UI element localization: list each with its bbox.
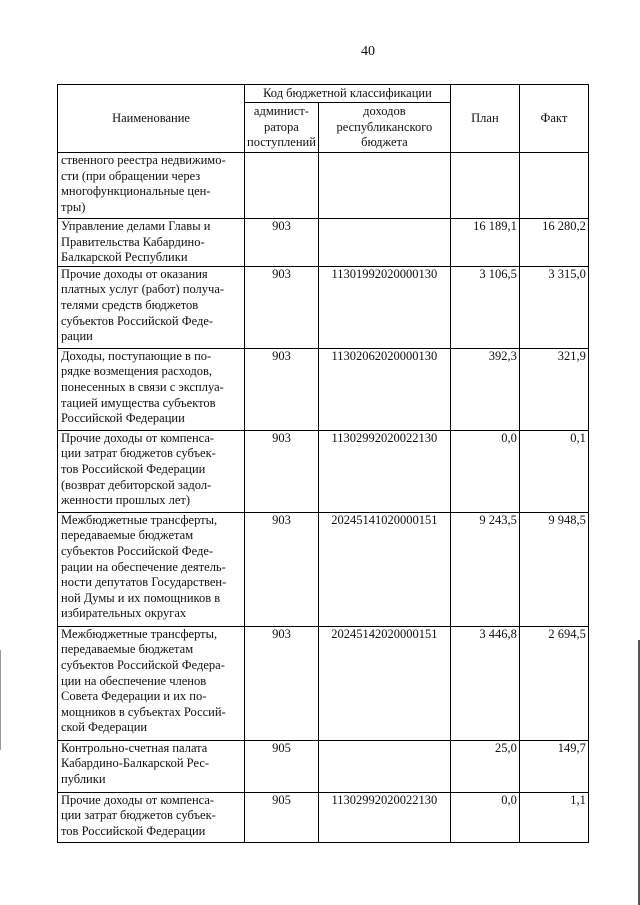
scan-edge-mark [0,650,1,750]
row-administrator-code: 903 [245,348,319,430]
row-fact: 321,9 [519,348,588,430]
table-row [58,626,589,740]
row-name: Прочие доходы от оказания платных услуг (работ) получа- телями средств бюджетов субъектов Российской Феде- рации [58,266,245,348]
row-fact: 16 280,2 [519,219,588,267]
page-number: 40 [361,44,375,59]
table-row [58,740,589,792]
row-income-code [318,153,450,219]
table-row [58,430,589,512]
row-plan: 9 243,5 [450,512,519,626]
row-plan: 3 106,5 [450,266,519,348]
row-income-code: 11302992020022130 [318,792,450,842]
row-administrator-code: 905 [245,792,319,842]
row-name: ственного реестра недвижимо- сти (при обращении через многофункциональные цен- тры) [58,153,245,219]
table-row [58,512,589,626]
header-administrator: админист- ратора поступлений [245,103,319,153]
row-plan: 25,0 [450,740,519,792]
row-name: Межбюджетные трансферты, передаваемые бюджетам субъектов Российской Федера- ции на обеспечение членов Совета Федерации и их по- мощников в субъектах Россий- ской Федерации [58,626,245,740]
row-fact [519,153,588,219]
row-plan: 3 446,8 [450,626,519,740]
table-row [58,219,589,267]
row-administrator-code: 903 [245,626,319,740]
row-plan: 0,0 [450,792,519,842]
row-administrator-code [245,153,319,219]
table-row [58,792,589,842]
row-administrator-code: 903 [245,266,319,348]
row-name: Управление делами Главы и Правительства Кабардино- Балкарской Республики [58,219,245,267]
row-name: Прочие доходы от компенса- ции затрат бюджетов субъек- тов Российской Федерации (возврат дебиторской задол- женности прошлых лет) [58,430,245,512]
row-fact: 2 694,5 [519,626,588,740]
row-fact: 3 315,0 [519,266,588,348]
row-income-code [318,219,450,267]
table-row [58,266,589,348]
row-fact: 0,1 [519,430,588,512]
row-plan: 0,0 [450,430,519,512]
row-plan: 16 189,1 [450,219,519,267]
row-income-code: 11302992020022130 [318,430,450,512]
row-plan [450,153,519,219]
row-administrator-code: 903 [245,430,319,512]
table-row [58,153,589,219]
row-name: Прочие доходы от компенса- ции затрат бюджетов субъек- тов Российской Федерации [58,792,245,842]
row-income-code: 11301992020000130 [318,266,450,348]
header-income-code: доходов республиканского бюджета [318,103,450,153]
row-name: Межбюджетные трансферты, передаваемые бюджетам субъектов Российской Феде- рации на обеспечение деятель- ности депутатов Государствен- ной Думы и их помощников в избирательных округах [58,512,245,626]
header-classification-code: Код бюджетной классификации [245,85,451,103]
row-income-code: 20245141020000151 [318,512,450,626]
row-fact: 9 948,5 [519,512,588,626]
header-plan: План [450,85,519,153]
row-name: Доходы, поступающие в по- рядке возмещения расходов, понесенных в связи с эксплуа- тацией имущества субъектов Российской Федерации [58,348,245,430]
row-income-code: 20245142020000151 [318,626,450,740]
table-body [58,153,589,843]
header-fact: Факт [519,85,588,153]
table-row [58,348,589,430]
row-income-code [318,740,450,792]
budget-revenue-table [57,84,589,843]
row-name: Контрольно-счетная палата Кабардино-Балкарской Рес- публики [58,740,245,792]
row-administrator-code: 903 [245,512,319,626]
row-fact: 149,7 [519,740,588,792]
header-name: Наименование [58,85,245,153]
row-administrator-code: 905 [245,740,319,792]
row-administrator-code: 903 [245,219,319,267]
row-plan: 392,3 [450,348,519,430]
row-fact: 1,1 [519,792,588,842]
row-income-code: 11302062020000130 [318,348,450,430]
